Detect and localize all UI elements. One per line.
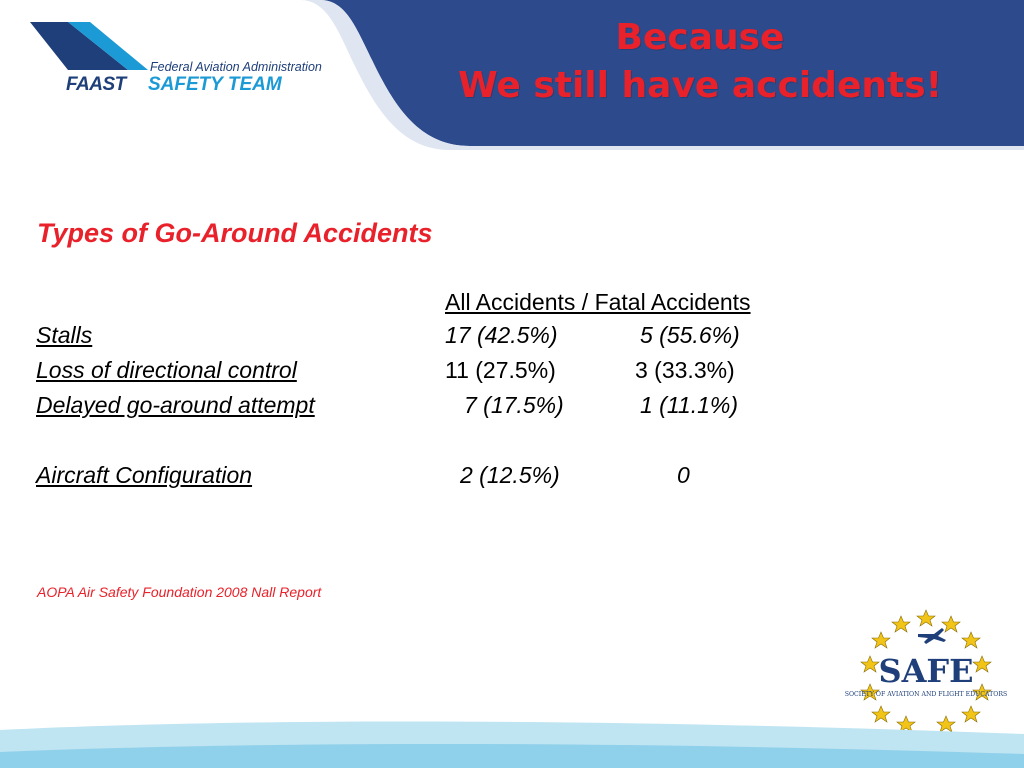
row-label-aircraft-configuration: Aircraft Configuration <box>36 462 253 488</box>
cell-all-loss-of-control: 11 (27.5%) <box>445 357 556 383</box>
row-label-loss-of-control: Loss of directional control <box>36 357 297 383</box>
cell-all-aircraft-configuration: 2 (12.5%) <box>460 462 560 488</box>
safety-team-wordmark: SAFETY TEAM <box>148 74 282 95</box>
safe-acronym: SAFE <box>878 652 974 690</box>
safe-caption: SOCIETY OF AVIATION AND FLIGHT EDUCATORS <box>844 691 1008 698</box>
footer-band <box>0 720 1024 768</box>
row-label-delayed-go-around: Delayed go-around attempt <box>36 392 315 418</box>
faast-wordmark: FAAST <box>66 74 126 95</box>
title-line-1: Because <box>615 17 785 58</box>
row-label-stalls: Stalls <box>36 322 93 348</box>
cell-fatal-delayed-go-around: 1 (11.1%) <box>640 392 739 418</box>
cell-fatal-aircraft-configuration: 0 <box>677 462 690 488</box>
safe-logo <box>844 604 1008 736</box>
slide-title <box>380 14 1020 110</box>
cell-all-stalls: 17 (42.5%) <box>445 322 558 348</box>
source-citation: AOPA Air Safety Foundation 2008 Nall Report <box>37 584 322 600</box>
cell-fatal-stalls: 5 (55.6%) <box>640 322 740 348</box>
title-line-2: We still have accidents! <box>457 65 943 106</box>
cell-all-delayed-go-around: 7 (17.5%) <box>464 392 564 418</box>
faa-org-name: Federal Aviation Administration <box>150 60 322 74</box>
section-title: Types of Go-Around Accidents <box>37 218 433 248</box>
cell-fatal-loss-of-control: 3 (33.3%) <box>635 357 735 383</box>
column-header: All Accidents / Fatal Accidents <box>445 289 751 315</box>
